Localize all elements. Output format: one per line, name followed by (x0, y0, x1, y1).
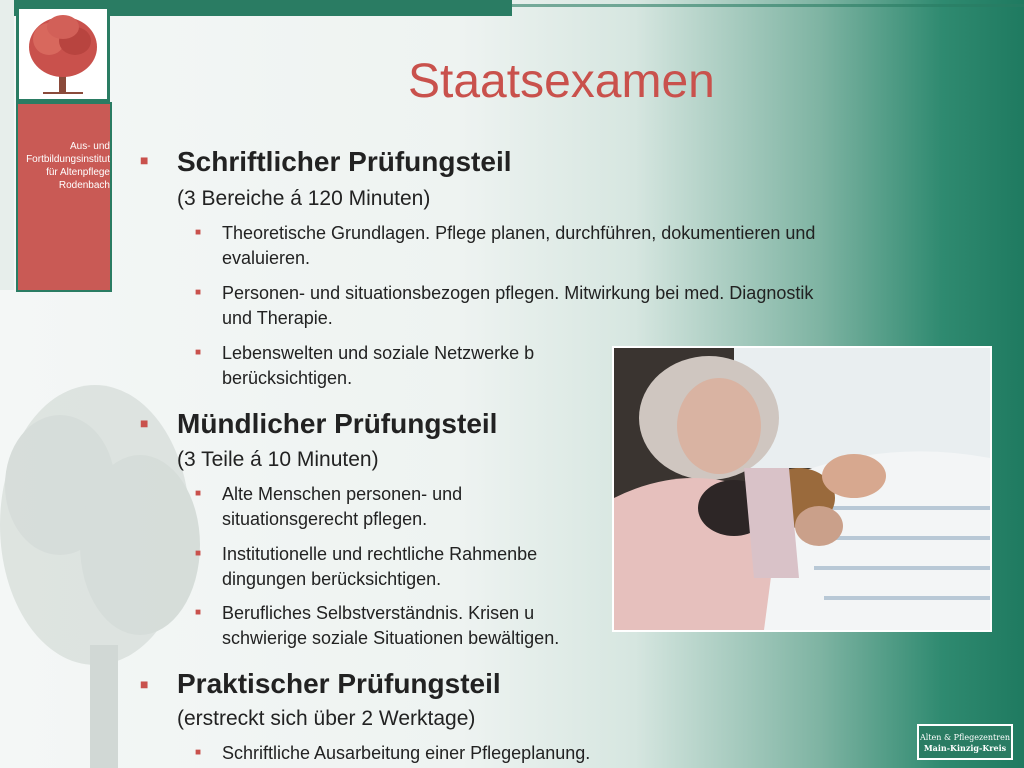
bullet-icon: ■ (140, 676, 149, 692)
sub-bullet-icon: ■ (195, 227, 202, 238)
institute-panel (16, 102, 112, 292)
section-subheading: (3 Teile á 10 Minuten) (177, 448, 379, 471)
list-item: Institutionelle und rechtliche Rahmenbe dingungen berücksichtigen. (222, 544, 538, 589)
sub-bullet-icon: ■ (195, 607, 202, 618)
sub-bullet-icon: ■ (195, 548, 202, 559)
organization-badge: Alten & Pflegezentren Main-Kinzig-Kreis (917, 724, 1013, 760)
list-item: Personen- und situationsbezogen pflegen. Mitwirkung bei med. Diagnostik und Therapie. (222, 283, 814, 328)
sub-bullet-icon: ■ (195, 747, 202, 758)
sub-bullet-icon: ■ (195, 488, 202, 499)
care-photo (612, 346, 992, 632)
bullet-icon: ■ (140, 415, 149, 431)
list-item: Alte Menschen personen- und situationsgerecht pflegen. (222, 484, 463, 529)
list-item: Schriftliche Ausarbeitung einer Pflegeplanung. (222, 743, 591, 763)
list-item: Lebenswelten und soziale Netzwerke b berücksichtigen. (222, 343, 535, 388)
section-heading: Mündlicher Prüfungsteil (177, 408, 498, 439)
top-rule (512, 4, 1024, 7)
tree-logo (16, 6, 110, 102)
sub-bullet-icon: ■ (195, 287, 202, 298)
list-item: Theoretische Grundlagen. Pflege planen, durchführen, dokumentieren und evaluieren. (222, 223, 816, 268)
section-heading: Praktischer Prüfungsteil (177, 668, 501, 699)
bullet-icon: ■ (140, 152, 149, 168)
section-subheading: (3 Bereiche á 120 Minuten) (177, 187, 431, 210)
institute-name: Aus- und Fortbildungsinstitut für Altenpflege Rodenbach (26, 141, 110, 191)
section-heading: Schriftlicher Prüfungsteil (177, 146, 512, 177)
slide-title: Staatsexamen (408, 55, 715, 108)
care-photo-image (614, 348, 990, 630)
section-subheading: (erstreckt sich über 2 Werktage) (177, 707, 476, 730)
sub-bullet-icon: ■ (195, 347, 202, 358)
tree-logo-icon (19, 9, 107, 99)
list-item: Berufliches Selbstverständnis. Krisen u schwierige soziale Situationen bewältigen. (222, 603, 560, 648)
